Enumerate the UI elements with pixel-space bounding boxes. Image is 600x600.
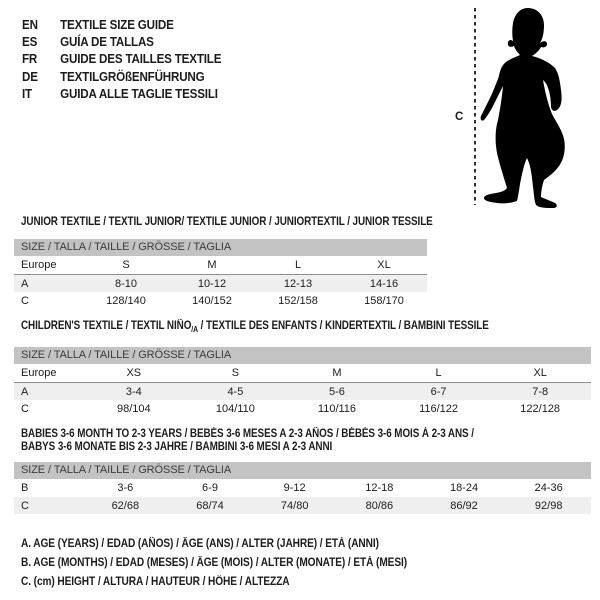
babies-title-line2: BABYS 3-6 MONATE BIS 2-3 JAHRE / BAMBINI 3-6 MESI A 2-3 ANNI [21, 441, 333, 453]
table-cell: 158/170 [364, 294, 404, 307]
table-row-c [14, 497, 591, 514]
table-cell: 98/104 [116, 402, 151, 415]
table-cell: 68/74 [196, 499, 224, 512]
table-cell: 5-6 [329, 385, 345, 398]
table-cell: 116/122 [419, 402, 459, 415]
table-cell: 92/98 [534, 499, 563, 512]
table-cell: 24-36 [534, 482, 563, 494]
junior-size-table [14, 239, 427, 309]
table-row-b [14, 479, 591, 497]
children-title-subscript: /A [191, 324, 199, 334]
table-cell: 14-16 [369, 277, 399, 290]
table-cell: 80/86 [365, 499, 394, 512]
table-cell: 9-12 [283, 482, 306, 494]
footnote-c: C. (cm) HEIGHT / ALTURA / HAUTEUR / HÖHE / ALTEZZA [21, 576, 290, 589]
language-code: IT [22, 86, 32, 101]
children-size-table [14, 347, 591, 417]
table-cell: 3-4 [125, 385, 142, 398]
table-cell: 8-10 [114, 277, 138, 290]
row-label: C [21, 402, 29, 415]
table-cell: 152/158 [278, 294, 318, 307]
column-header: S [231, 367, 240, 379]
column-header: M [332, 367, 342, 379]
table-cell: 74/80 [280, 499, 309, 512]
language-label: GUÍA DE TALLAS [60, 34, 154, 49]
table-cell: 140/152 [192, 294, 232, 307]
language-row [22, 85, 221, 102]
language-code: EN [22, 17, 38, 32]
babies-title-line1: BABIES 3-6 MONTH TO 2-3 YEARS / BEBÉS 3-6 MESES A 2-3 AÑOS / BÉBÉS 3-6 MOIS À 2-3 ANS / [21, 428, 474, 440]
babies-section-title [21, 428, 548, 454]
column-header: L [435, 367, 442, 379]
babies-size-table [14, 462, 591, 514]
footnote-b: B. AGE (MONTHS) / EDAD (MESES) / ÂGE (MOIS) / ALTER (MONATE) / ETÀ (MESI) [21, 557, 408, 570]
table-cell: 122/128 [520, 402, 561, 415]
table-row-columns [14, 364, 591, 383]
table-cell: 86/92 [450, 499, 478, 512]
table-cell: 128/140 [106, 294, 146, 307]
table-cell: 10-12 [197, 277, 227, 290]
region-label: Europe [21, 367, 57, 379]
table-cell: 18-24 [449, 482, 479, 494]
table-cell: 4-5 [227, 385, 244, 398]
table-cell: 110/116 [317, 402, 357, 415]
language-code: ES [22, 34, 38, 49]
column-header: L [294, 259, 302, 271]
table-cell: 3-6 [117, 482, 134, 494]
table-cell: 6-7 [430, 385, 447, 398]
language-row [22, 33, 221, 50]
table-cell: 12-13 [283, 277, 313, 290]
table-cell: 104/110 [215, 402, 255, 415]
column-header: XL [533, 367, 547, 379]
table-row-c [14, 400, 591, 417]
language-code: DE [22, 69, 38, 84]
table-row-a [14, 275, 427, 292]
children-title-rest: / TEXTILE DES ENFANTS / KINDERTEXTIL / BAMBINI TESSILE [198, 320, 489, 332]
size-header-bar: SIZE / TALLA / TAILLE / GRÖSSE / TAGLIA [14, 347, 591, 364]
row-label: A [21, 277, 29, 290]
footnote-a: A. AGE (YEARS) / EDAD (AÑOS) / ÂGE (ANS) / ALTER (JAHRE) / ETÀ (ANNI) [21, 538, 379, 550]
table-cell: 6-9 [202, 482, 218, 494]
table-row-columns [14, 256, 427, 275]
language-list [22, 16, 236, 102]
height-measure-label: C [455, 111, 464, 123]
row-label: C [21, 294, 29, 307]
table-cell: 62/68 [111, 499, 140, 512]
size-header-bar: SIZE / TALLA / TAILLE / GRÖSSE / TAGLIA [14, 462, 591, 479]
table-cell: 12-18 [365, 482, 394, 494]
table-row-c [14, 292, 427, 309]
column-header: S [122, 259, 130, 271]
baby-figure-graphic [440, 0, 600, 215]
size-header-bar: SIZE / TALLA / TAILLE / GRÖSSE / TAGLIA [14, 239, 427, 256]
column-header: XS [126, 367, 142, 379]
column-header: M [207, 259, 217, 271]
row-label: C [21, 499, 29, 512]
language-row [22, 51, 221, 68]
column-header: XL [377, 259, 391, 271]
language-code: FR [22, 52, 38, 67]
children-title-main: CHILDREN'S TEXTILE / TEXTIL NIÑO [21, 320, 192, 332]
language-row [22, 68, 221, 85]
footnote-legend [21, 535, 460, 593]
row-label: B [21, 482, 29, 494]
table-cell: 7-8 [532, 385, 549, 398]
language-row [22, 16, 221, 33]
table-row-a [14, 383, 591, 400]
junior-section-title: JUNIOR TEXTILE / TEXTIL JUNIOR/ TEXTILE JUNIOR / JUNIORTEXTIL / JUNIOR TESSILE [21, 216, 433, 228]
language-label: GUIDA ALLE TAGLIE TESSILI [60, 86, 218, 101]
baby-silhouette [481, 8, 565, 208]
region-label: Europe [21, 259, 57, 271]
children-section-title [21, 320, 489, 333]
row-label: A [21, 385, 29, 398]
language-label: TEXTILE SIZE GUIDE [60, 17, 174, 32]
language-label: TEXTILGRÖßENFÜHRUNG [60, 69, 205, 84]
language-label: GUIDE DES TAILLES TEXTILE [60, 52, 222, 67]
